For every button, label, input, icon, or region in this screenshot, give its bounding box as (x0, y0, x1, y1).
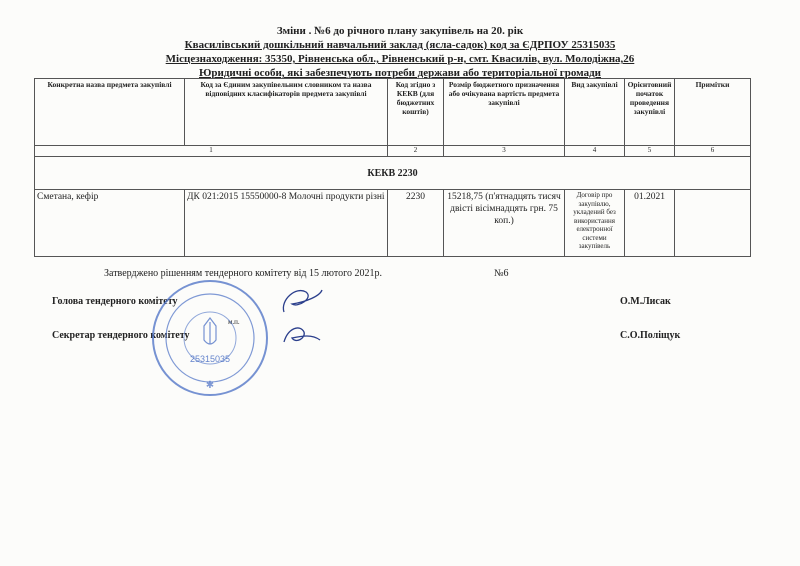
column-header: Розмір бюджетного призначення або очікувана вартість предмета закупівлі (444, 79, 565, 146)
column-number: 5 (625, 146, 675, 157)
approval-number: №6 (494, 268, 509, 279)
column-number: 4 (565, 146, 625, 157)
column-header: Орієнтовний початок проведення закупівлі (625, 79, 675, 146)
stamp-code: 25315035 (189, 354, 231, 364)
secretary-name: С.О.Поліщук (620, 330, 681, 341)
institution-line (0, 38, 800, 53)
column-number: 6 (675, 146, 751, 157)
column-number: 3 (444, 146, 565, 157)
item-name: Сметана, кефір (35, 190, 185, 257)
head-signature (276, 282, 326, 322)
document-title (0, 24, 800, 39)
column-number-row (35, 146, 751, 157)
address-text: Місцезнаходження: 35350, Рівненська обл., Рівненський р-н, смт. Квасилів, вул. Молодіжна,26 (165, 53, 635, 65)
institution-text: Квасилівський дошкільний навчальний заклад (ясла-садок) код за ЄДРПОУ 25315035 (184, 39, 616, 51)
seal-place-mark: м.п. (228, 318, 240, 326)
column-header: Код згідно з КЕКВ (для бюджетних коштів) (388, 79, 444, 146)
column-header: Примітки (675, 79, 751, 146)
column-header: Код за Єдиним закупівельним словником та назва відповідних класифікаторів предмета закупівлі (185, 79, 388, 146)
table-header-row (35, 79, 751, 146)
item-kekv: 2230 (388, 190, 444, 257)
item-notes (675, 190, 751, 257)
head-label: Голова тендерного комітету (52, 296, 178, 307)
section-row (35, 157, 751, 190)
secretary-signature (278, 318, 324, 352)
head-name: О.М.Лисак (620, 296, 671, 307)
column-number: 2 (388, 146, 444, 157)
column-header: Конкретна назва предмета закупівлі (35, 79, 185, 146)
column-number: 1 (35, 146, 388, 157)
title-text: Зміни . №6 до річного плану закупівель на 20. рік (276, 25, 524, 37)
table-row (35, 190, 751, 257)
item-amount: 15218,75 (п'ятнадцять тисяч двісті вісімнадцять грн. 75 коп.) (444, 190, 565, 257)
approval-text: Затверджено рішенням тендерного комітету від 15 лютого 2021р. (104, 268, 382, 279)
secretary-label: Секретар тендерного комітету (52, 330, 190, 341)
item-code: ДК 021:2015 15550000-8 Молочні продукти різні (185, 190, 388, 257)
svg-text:✱: ✱ (205, 380, 215, 391)
address-line (0, 52, 800, 67)
item-start: 01.2021 (625, 190, 675, 257)
official-stamp (150, 278, 270, 398)
section-title: КЕКВ 2230 (35, 157, 751, 190)
column-header: Вид закупівлі (565, 79, 625, 146)
procurement-table (34, 78, 751, 257)
category-text: Юридичні особи, які забезпечують потреби держави або територіальної громади (199, 67, 601, 79)
item-type: Договір про закупівлю, укладений без використання електронної системи закупівель (565, 190, 625, 257)
